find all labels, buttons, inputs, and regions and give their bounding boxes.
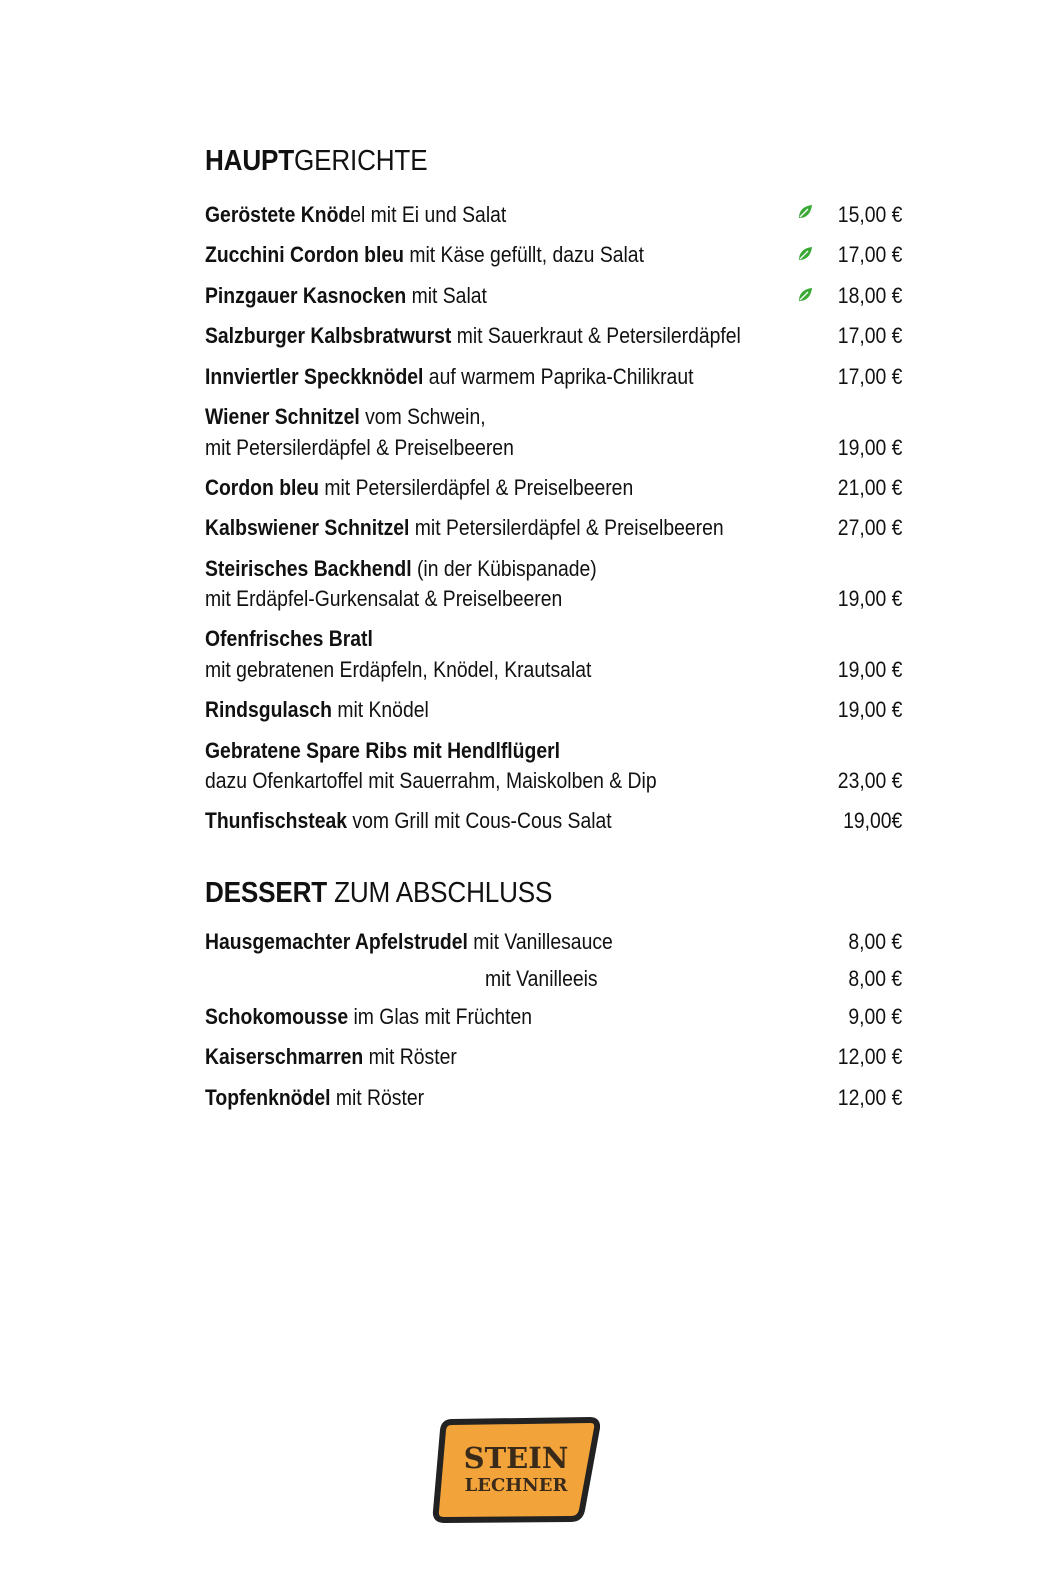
leaf-icon — [797, 287, 813, 303]
main-courses-heading: HAUPTGERICHTE — [205, 145, 428, 177]
leaf-icon — [797, 246, 813, 262]
dessert-heading: DESSERT ZUM ABSCHLUSS — [205, 877, 553, 909]
leaf-icon — [797, 204, 813, 220]
steinlechner-logo — [432, 1416, 600, 1524]
logo-text-stein: STEIN — [463, 1441, 569, 1475]
logo-text-lechner: LECHNER — [464, 1475, 568, 1496]
menu-page: HAUPTGERICHTE Geröstete Knödel mit Ei und Salat 15,00 € Zucchini Cordon bleu mit Käse gefüllt, dazu Salat 17,00 € Pinzgauer Kasnocken mit Salat 18,00 € Salzburger Kalbsbratwurst mit Sauerkraut & Petersilerdäpfel 17,00 € Innviertler Speckknödel auf warmem Paprika-Chilikraut 17,00 € Wiener Schnitzel vom Schwein, mit Petersilerdäpfel & Preiselbeeren 19,00 € Cordon bleu mit Petersilerdäpfel & Preiselbeeren 21,00 € Kalbswiener Schnitzel mit Petersilerdäpfel & Preiselbeeren 27,00 € Steirisches Backhendl (in der Kübispanade) mit Erdäpfel-Gurkensalat & Preiselbeeren 19,00 € Ofenfrisches Bratl mit gebratenen Erdäpfeln, Knödel, Krautsalat 19,00 € Rindsgulasch mit Knödel 19,00 € Gebratene Spare Ribs mit Hendlflügerl dazu Ofenkartoffel mit Sauerrahm, Maiskolben & Dip 23,00 € Thunfischsteak vom Grill mit Cous-Cous Salat 19,00€ DESSERT ZUM ABSCHLUSS Hausgemachter Apfelstrudel mit Vanillesauce 8,00 € mit Vanilleeis 8,00 € Schokomousse im Glas mit Früchten 9,00 € Kaiserschmarren mit Röster 12,00 € Topfenknödel mit Röster 12,00 € — [205, 145, 902, 1110]
